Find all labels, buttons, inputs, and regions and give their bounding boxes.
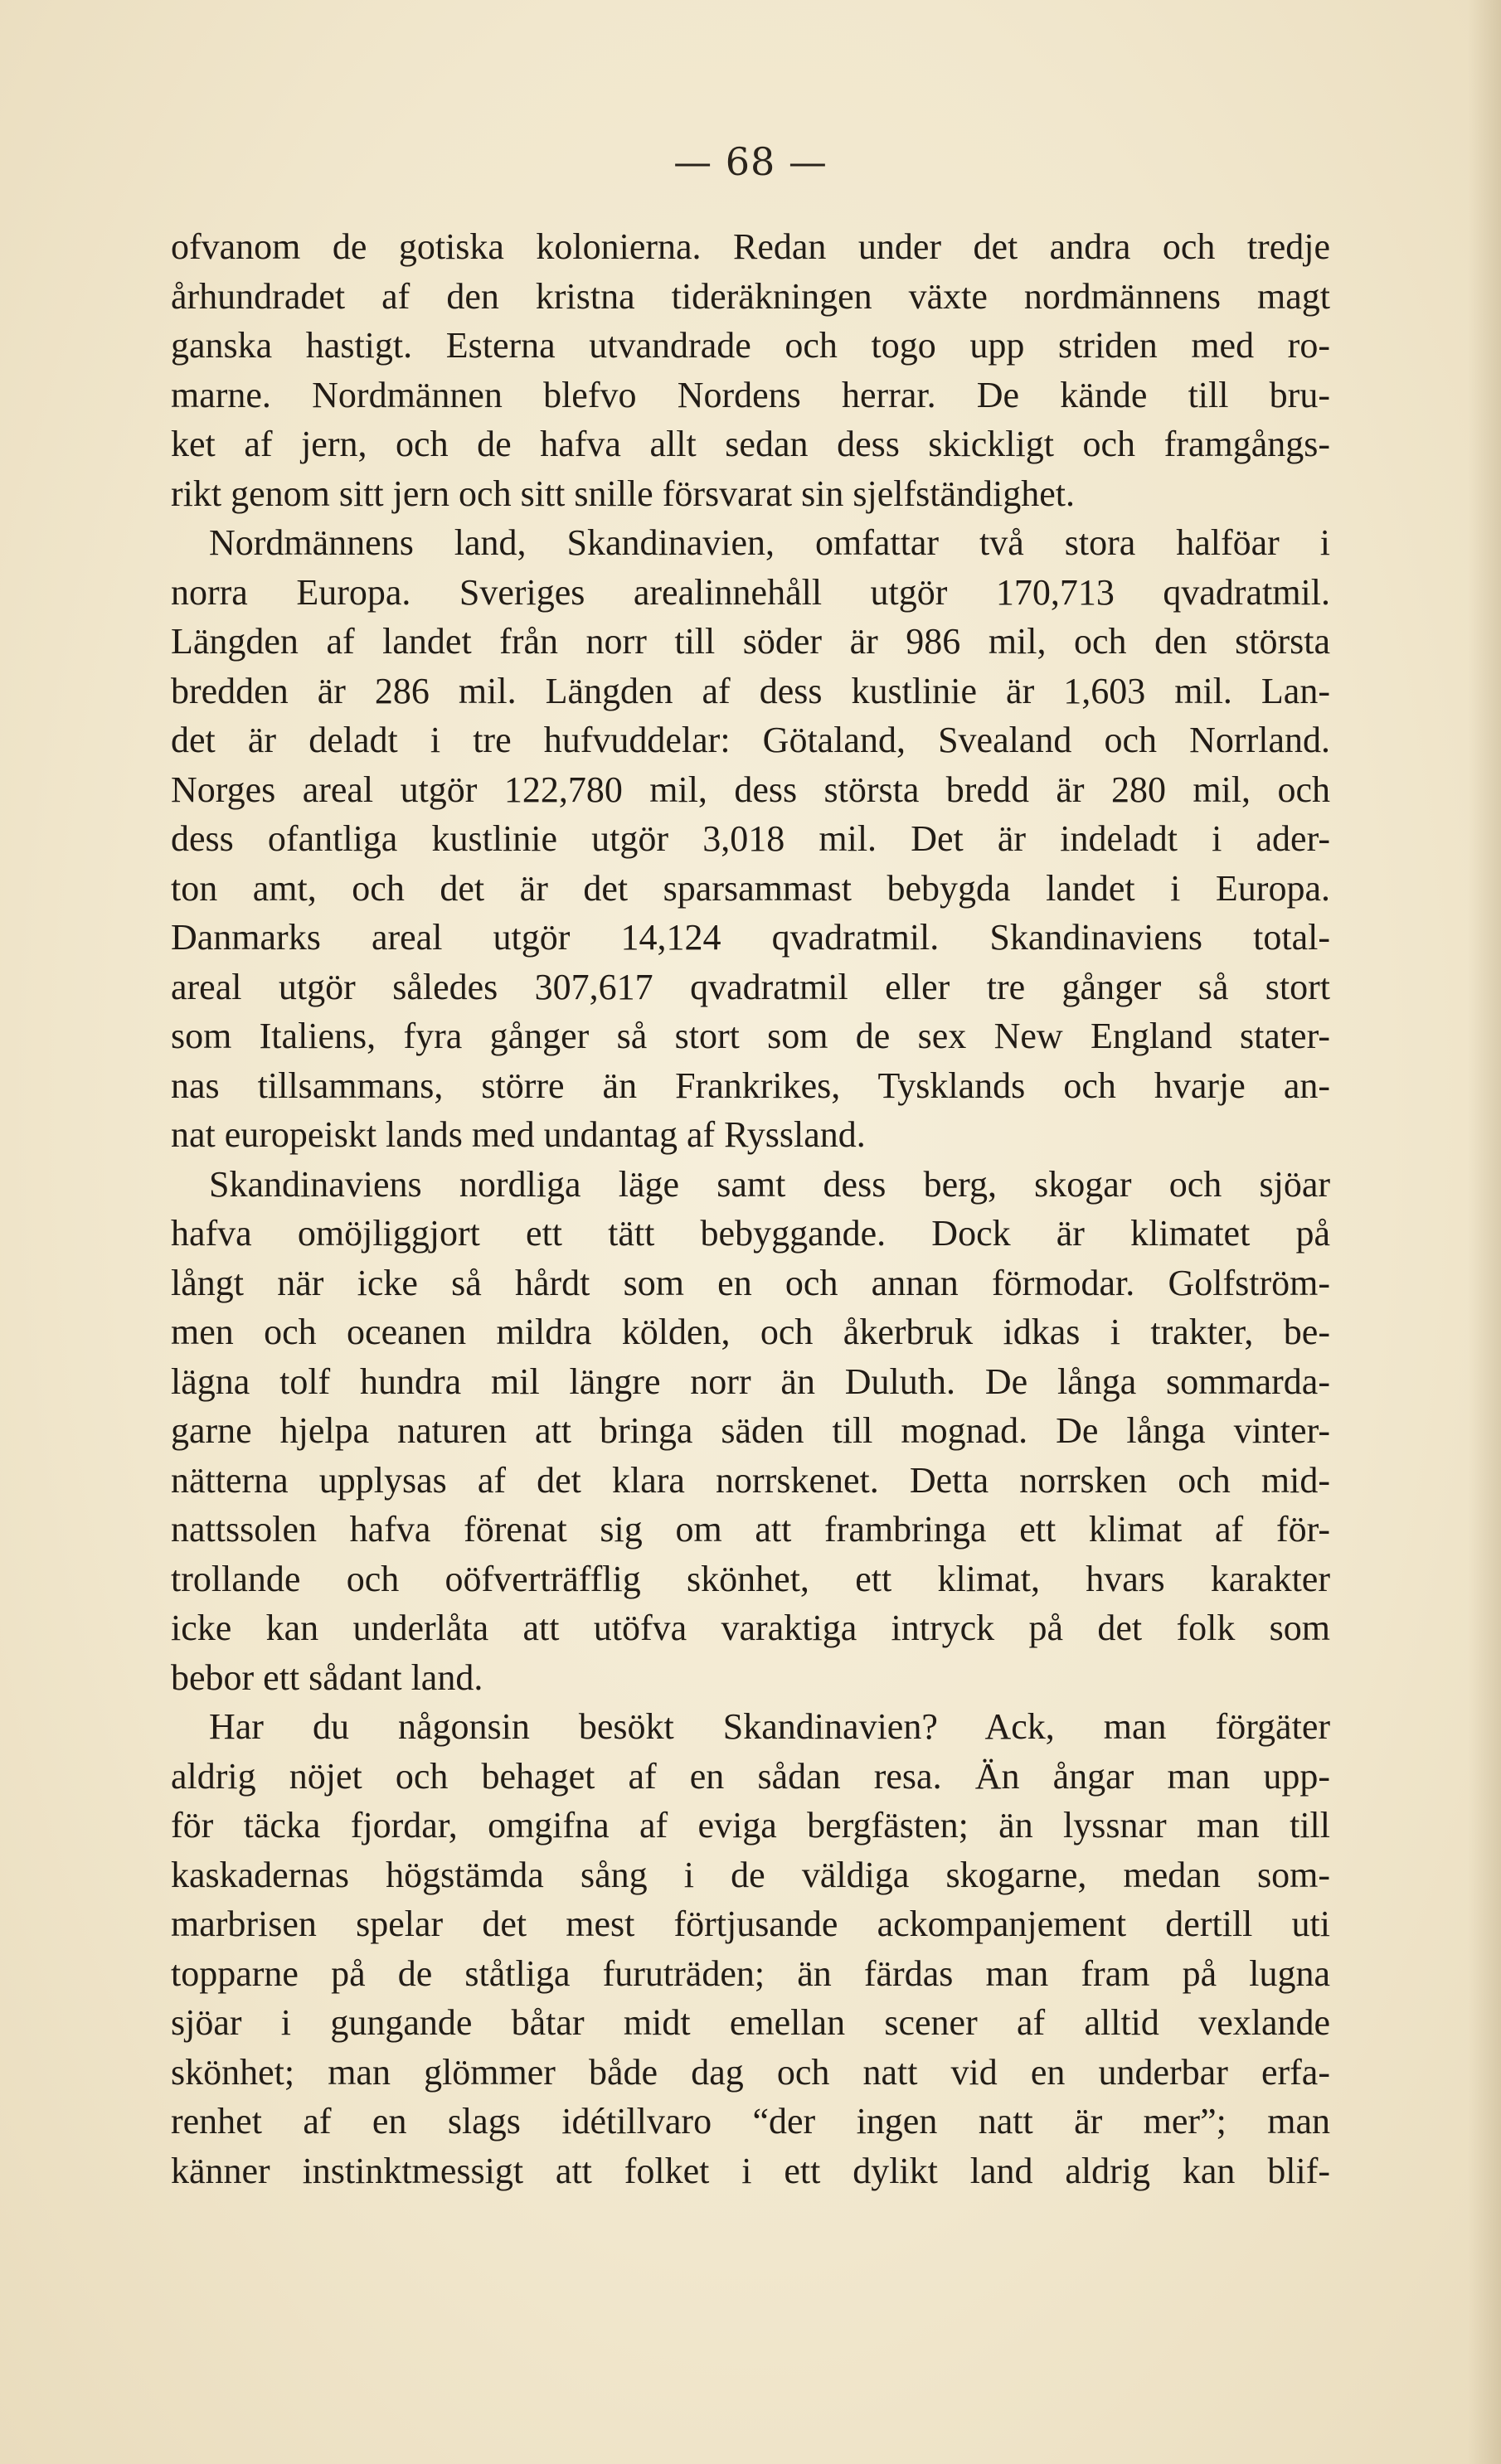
text-line: känner instinktmessigt att folket i ett dylikt land aldrig kan blif- bbox=[171, 2150, 1330, 2191]
text-line: nattssolen hafva förenat sig om att frambringa ett klimat af för- bbox=[171, 1509, 1330, 1550]
text-line: bredden är 286 mil. Längden af dess kustlinie är 1,603 mil. Lan- bbox=[171, 670, 1330, 711]
text-line: bebor ett sådant land. bbox=[171, 1656, 483, 1698]
text-line: kaskadernas högstämda sång i de väldiga skogarne, medan som- bbox=[171, 1854, 1330, 1895]
text-line: men och oceanen mildra kölden, och åkerbruk idkas i trakter, be- bbox=[171, 1312, 1330, 1352]
text-line: Danmarks areal utgör 14,124 qvadratmil. Skandinaviens total- bbox=[171, 917, 1330, 958]
text-line: ofvanom de gotiska kolonierna. Redan under det andra och tredje bbox=[171, 226, 1330, 267]
text-line: ton amt, och det är det sparsammast bebygda landet i Europa. bbox=[171, 867, 1330, 909]
text-line: areal utgör således 307,617 qvadratmil eller tre gånger så stort bbox=[171, 966, 1330, 1007]
page-number: — 68 — bbox=[673, 139, 828, 184]
text-line: Norges areal utgör 122,780 mil, dess största bredd är 280 mil, och bbox=[171, 769, 1330, 810]
text-line: ganska hastigt. Esterna utvandrade och togo upp striden med ro- bbox=[171, 325, 1330, 366]
text-line: trollande och oöfverträfflig skönhet, ett klimat, hvars karakter bbox=[171, 1558, 1330, 1599]
text-line: lägna tolf hundra mil längre norr än Duluth. De långa sommarda- bbox=[171, 1361, 1330, 1402]
text-line: som Italiens, fyra gånger så stort som de sex New England stater- bbox=[171, 1016, 1330, 1056]
body-text bbox=[171, 222, 1330, 2195]
text-line: Har du någonsin besökt Skandinavien? Ack, man förgäter bbox=[209, 1706, 1330, 1747]
text-line: Skandinaviens nordliga läge samt dess berg, skogar och sjöar bbox=[209, 1163, 1330, 1205]
text-line: garne hjelpa naturen att bringa säden till mognad. De långa vinter- bbox=[171, 1410, 1330, 1451]
text-line: hafva omöjliggjort ett tätt bebyggande. Dock är klimatet på bbox=[171, 1213, 1330, 1254]
text-line: århundradet af den kristna tideräkningen växte nordmännens magt bbox=[171, 275, 1330, 317]
text-line: ket af jern, och de hafva allt sedan dess skickligt och framgångs- bbox=[171, 424, 1330, 464]
text-line: rikt genom sitt jern och sitt snille försvarat sin sjelfständighet. bbox=[171, 473, 1076, 514]
text-line: långt när icke så hårdt som en och annan förmodar. Golfström- bbox=[171, 1262, 1330, 1303]
text-line: marbrisen spelar det mest förtjusande ackompanjement dertill uti bbox=[171, 1904, 1330, 1944]
text-line: norra Europa. Sveriges arealinnehåll utgör 170,713 qvadratmil. bbox=[171, 571, 1330, 613]
text-line: sjöar i gungande båtar midt emellan scener af alltid vexlande bbox=[171, 2002, 1330, 2043]
text-line: nas tillsammans, större än Frankrikes, Tysklands och hvarje an- bbox=[171, 1065, 1330, 1106]
text-line: för täcka fjordar, omgifna af eviga bergfästen; än lyssnar man till bbox=[171, 1805, 1330, 1846]
text-line: aldrig nöjet och behaget af en sådan resa. Än ångar man upp- bbox=[171, 1755, 1330, 1797]
text-line: topparne på de ståtliga furuträden; än färdas man fram på lugna bbox=[171, 1952, 1330, 1994]
text-line: dess ofantliga kustlinie utgör 3,018 mil. Det är indeladt i ader- bbox=[171, 818, 1330, 859]
text-line: skönhet; man glömmer både dag och natt vid en underbar erfa- bbox=[171, 2051, 1330, 2093]
text-line: nätterna upplysas af det klara norrskenet. Detta norrsken och mid- bbox=[171, 1459, 1330, 1501]
text-line: Nordmännens land, Skandinavien, omfattar två stora halföar i bbox=[209, 522, 1330, 563]
text-line: marne. Nordmännen blefvo Nordens herrar. De kände till bru- bbox=[171, 374, 1330, 415]
text-line: icke kan underlåta att utöfva varaktiga intryck på det folk som bbox=[171, 1608, 1330, 1648]
text-line: Längden af landet från norr till söder är 986 mil, och den största bbox=[171, 621, 1330, 662]
text-line: renhet af en slags idétillvaro “der ingen natt är mer”; man bbox=[171, 2101, 1330, 2141]
text-line: nat europeiskt lands med undantag af Ryssland. bbox=[171, 1114, 866, 1155]
text-line: det är deladt i tre hufvuddelar: Götaland, Svealand och Norrland. bbox=[171, 720, 1330, 760]
